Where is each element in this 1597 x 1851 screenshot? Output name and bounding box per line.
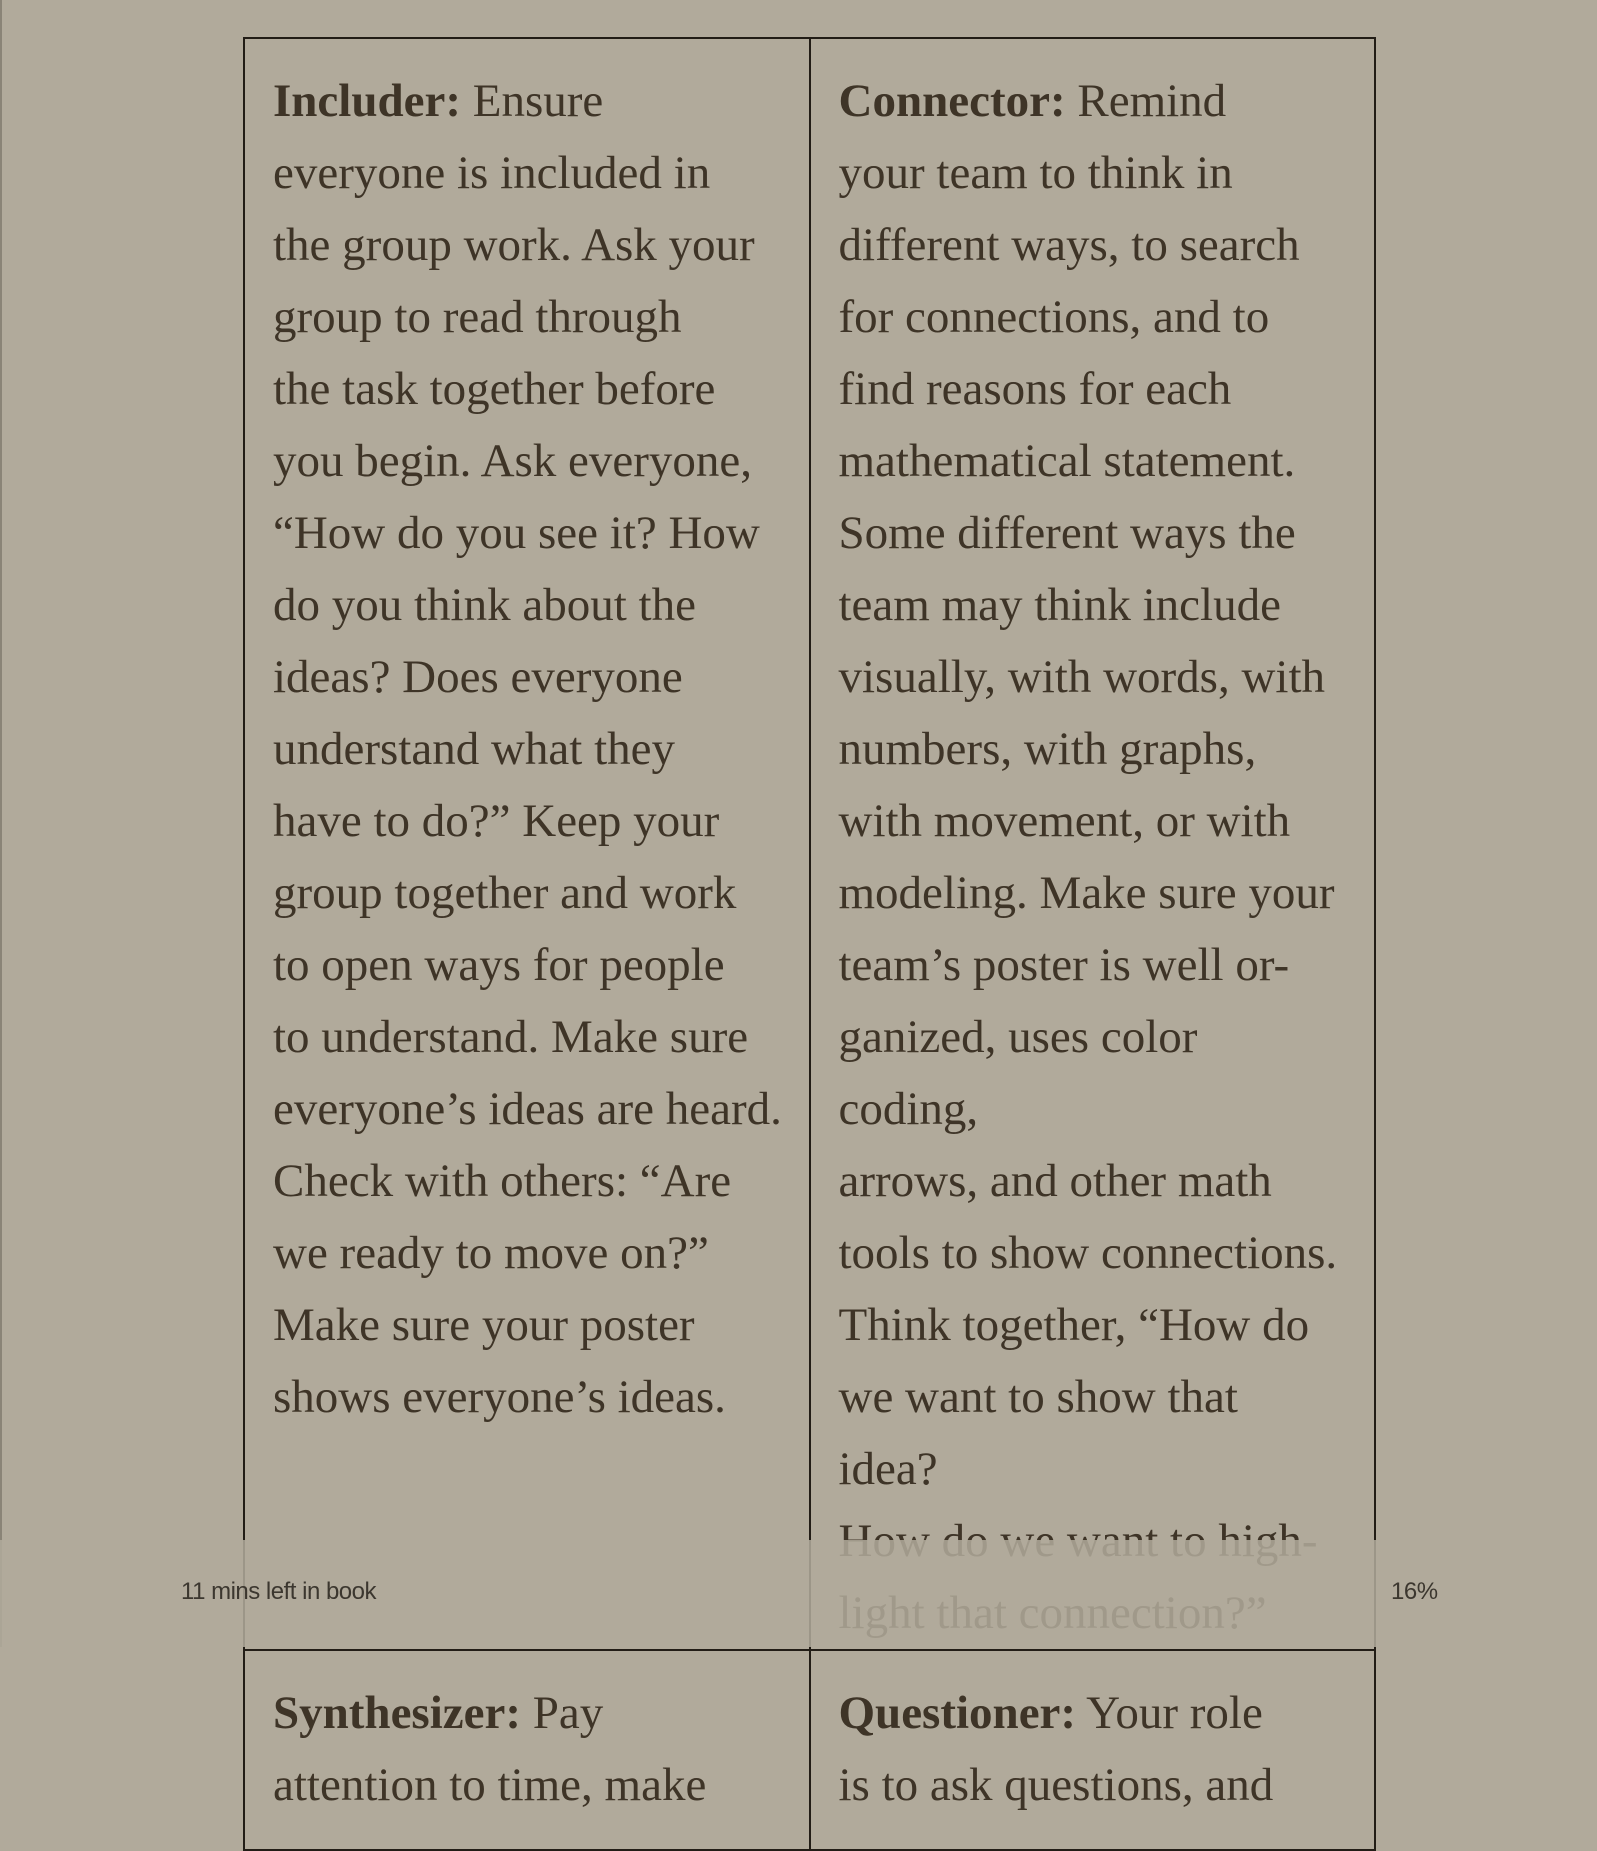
role-name-questioner: Questioner:: [838, 1687, 1077, 1739]
cell-questioner: [810, 1650, 1376, 1850]
window-left-edge: [0, 0, 2, 1647]
progress-percent: 16%: [1391, 1578, 1438, 1605]
table-row: [244, 38, 1375, 1650]
time-left-label: 11 mins left in book: [181, 1578, 376, 1605]
role-name-synthesizer: Synthesizer:: [273, 1687, 522, 1739]
role-name-includer: Includer:: [273, 75, 461, 127]
role-description-connector: Remind your team to think in different ways, to search for connections, and to find reasons for each mathematical statement. Some different ways the team may think include visually, with words, with numbers, with graphs, with movement, or with modeling. Make sure your team’s poster is well or- ganized, uses color coding, arrows, and other math tools to show connections. Think together, “How do we want to show that idea?: [838, 75, 1338, 1495]
role-name-connector: Connector:: [838, 75, 1066, 127]
role-description-questioner: Your role is to ask questions, and: [838, 1687, 1274, 1811]
role-description-synthesizer: Pay attention to time, make: [273, 1687, 707, 1811]
cell-synthesizer: [244, 1650, 810, 1850]
table-row: [244, 1650, 1375, 1850]
cell-includer: [244, 38, 810, 1650]
role-description-includer: Ensure everyone is included in the group work. Ask your group to read through the task together before you begin. Ask everyone, “How do you see it? How do you think about the ideas? Does everyone understand what they have to do?” Keep your group together and work to open ways for people to understand. Make sure everyone’s ideas are heard. Check with others: “Are we ready to move on?” Make sure your poster shows everyone’s ideas.: [273, 75, 782, 1423]
cell-connector: [810, 38, 1376, 1650]
